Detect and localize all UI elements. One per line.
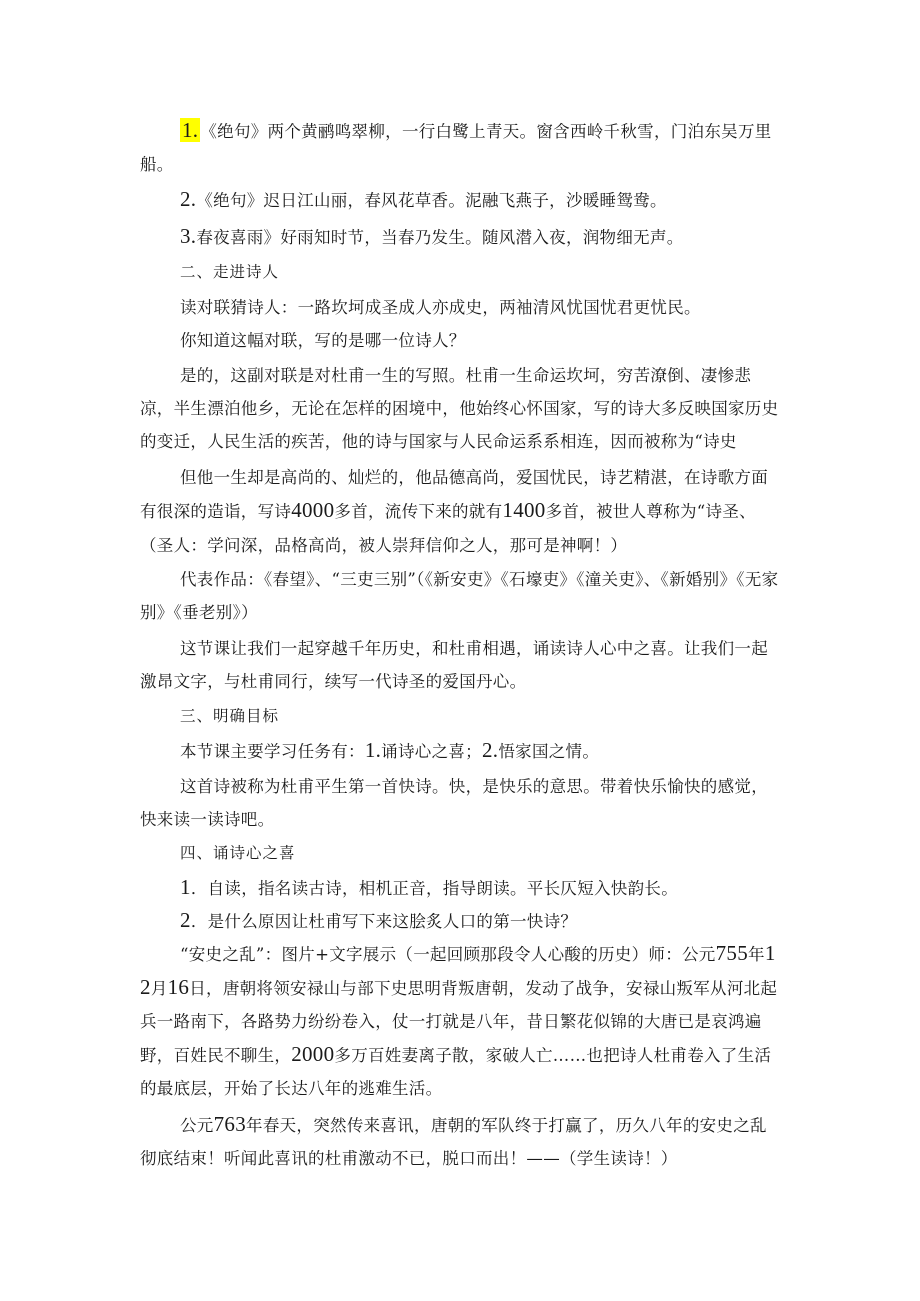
section-heading-4: 四、诵诗心之喜 [180,844,296,862]
history-text-e: 多万百姓妻离子散，家破人亡……也把诗人杜甫卷入了生活的最底层，开始了长达八年的逃难生活。 [140,1046,772,1098]
victory-text-a: 公元 [180,1116,214,1135]
fame-text-a: 但他一生却是高尚的、灿烂的，他品德高尚，爱国忧民，诗艺精湛，在诗歌方面有很深的造诣，写诗 [140,468,768,521]
history-text-a: “安史之乱”：图片+文字展示（一起回顾那段令人心酸的历史）师：公元 [180,945,716,964]
history-text-b: 年 [748,945,765,964]
highlighted-number: 1. [182,118,199,142]
step-1 [140,871,780,905]
history-day: 16 [167,975,190,999]
fame-count-written: 4000 [291,498,335,522]
step-2-text: ．是什么原因让杜甫写下来这脍炙人口的第一快诗？ [190,912,578,931]
lesson-intro: 这节课让我们一起穿越千年历史，和杜甫相遇，诵读诗人心中之喜。让我们一起激昂文字，与杜甫同行，续写一代诗圣的爱国丹心。 [140,639,768,691]
history-text-c: 月 [150,979,168,998]
task-2-number: 2. [481,738,499,762]
poet-answer: 是的，这副对联是对杜甫一生的写照。杜甫一生命运坎坷，穷苦潦倒、凄惨悲凉，半生漂泊他乡，无论在怎样的困境中，他始终心怀国家，写的诗大多反映国家历史的变迁，人民生活的疾苦，他的诗与国家与人民命运系系相连，因而被称为“诗史 [140,366,779,451]
tasks-label: 本节课主要学习任务有： [180,742,365,761]
history-month: 12 [140,941,776,999]
victory-text-b: 年春天，突然传来喜讯，唐朝的军队终于打赢了，历久八年的安史之乱彻底结束！听闻此喜讯的杜甫激动不已，脱口而出！——（学生读诗！） [140,1116,767,1168]
representative-works: 代表作品：《春望》、“三吏三别”（《新安吏》《石壕吏》《潼关吏》、《新婚别》《无家别》《垂老别》） [140,570,779,622]
fame-text-c: 多首，被世人尊称为“诗圣、 [545,502,756,521]
section-heading-2: 二、走进诗人 [180,263,280,281]
history-background [140,937,780,1105]
saint-note: （圣人：学问深，品格高尚，被人崇拜信仰之人，那可是神啊！） [140,536,628,555]
history-text-d: 日，唐朝将领安禄山与部下史思明背叛唐朝，发动了战争，安禄山叛军从河北起兵一路南下，各路势力纷纷卷入，仗一打就是八年，昔日繁花似锦的大唐已是哀鸿遍野，百姓民不聊生， [140,979,778,1065]
poem-3-text: 春夜喜雨》好雨知时节，当春乃发生。随风潜入夜，润物细无声。 [196,228,684,247]
poem-3-number: 3. [180,224,197,248]
poem-2 [140,183,780,217]
history-population: 2000 [291,1042,335,1066]
history-year: 755 [715,941,749,965]
task-2-text: 悟家国之情。 [498,742,600,761]
victory-year: 763 [213,1112,247,1136]
victory-news [140,1108,780,1175]
learning-tasks [140,734,780,768]
poem-2-text: 《绝句》迟日江山丽，春风花草香。泥融飞燕子，沙暖睡鸳鸯。 [196,191,667,210]
poet-fame [140,461,780,528]
step-1-number: 1 [180,875,191,899]
step-2 [140,904,780,938]
section-heading-3: 三、明确目标 [180,707,280,725]
poem-1-text: 《绝句》两个黄鹂鸣翠柳，一行白鹭上青天。窗含西岭千秋雪，门泊东吴万里船。 [140,122,772,174]
poem-3 [140,220,780,254]
task-1-text: 诵诗心之喜； [381,742,482,761]
fame-text-b: 多首，流传下来的就有 [334,502,503,521]
task-1-number: 1. [364,738,382,762]
poet-question: 你知道这幅对联，写的是哪一位诗人？ [180,331,466,350]
step-2-number: 2 [180,908,191,932]
quick-poem-desc: 这首诗被称为杜甫平生第一首快诗。快，是快乐的意思。带着快乐愉快的感觉，快来读一读诗吧。 [140,777,768,829]
fame-count-survived: 1400 [502,498,546,522]
step-1-text: ．自读，指名读古诗，相机正音，指导朗读。平长仄短入快韵长。 [190,879,679,898]
poem-1 [140,114,780,181]
couplet-text: 读对联猜诗人：一路坎坷成圣成人亦成史，两袖清风忧国忧君更忧民。 [180,298,701,317]
poem-2-number: 2. [180,187,197,211]
